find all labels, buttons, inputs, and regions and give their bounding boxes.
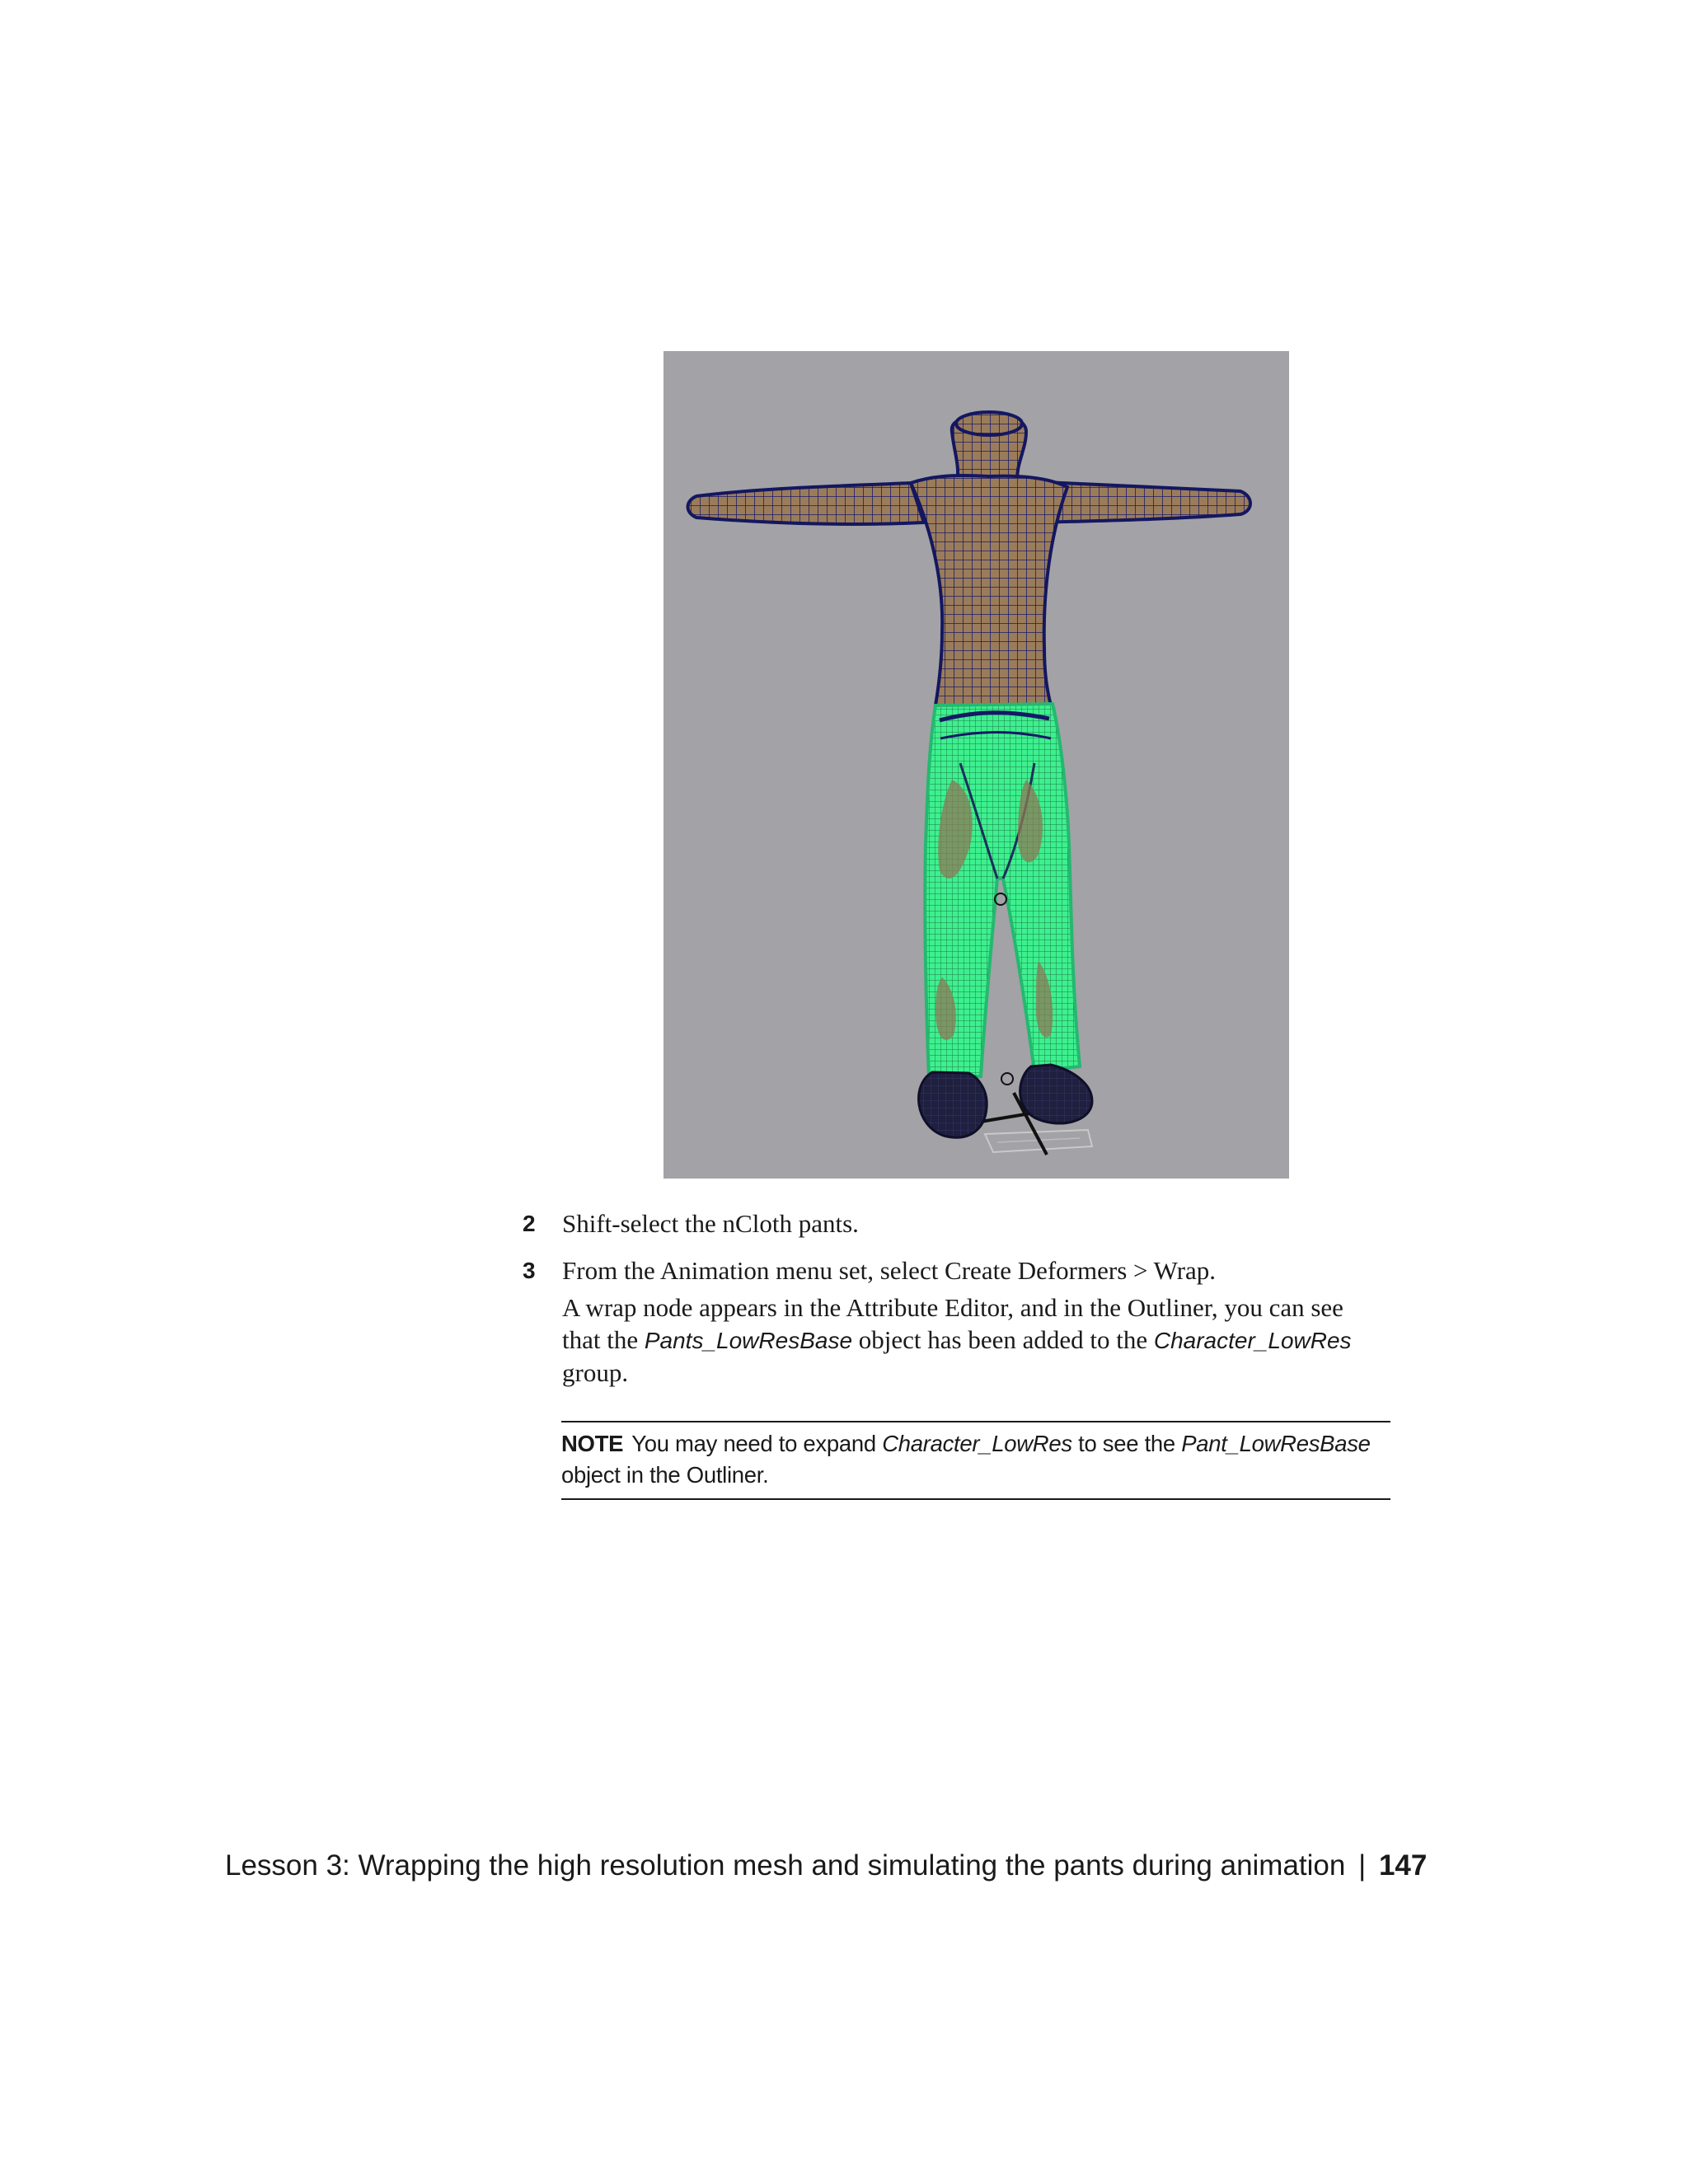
detail-text: group. [562,1358,629,1387]
page-footer [225,1848,1428,1884]
note-label: NOTE [561,1431,624,1456]
step-3 [519,1254,1393,1389]
detail-text: A wrap node appears in the Attribute Editor, and in the Outliner, you can see that the [562,1293,1343,1354]
footer-separator: | [1358,1849,1367,1882]
step-list [519,1207,1393,1404]
step-2 [519,1207,1393,1240]
character-mesh-screenshot [663,351,1289,1179]
pants-mesh [925,704,1080,1085]
group-name: Character_LowRes [1153,1328,1352,1353]
lesson-title: Lesson 3: Wrapping the high resolution mesh and simulating the pants during animation [225,1849,1346,1882]
step-text: From the Animation menu set, select Create Deformers > Wrap. [562,1256,1217,1285]
object-name: Pant_LowResBase [1181,1431,1371,1456]
step-number: 2 [523,1211,536,1236]
torso-mesh [911,476,1067,705]
step-text: Shift-select the nCloth pants. [562,1209,859,1238]
neck-top-mesh [956,412,1022,435]
step-number: 3 [523,1258,536,1283]
note-text: to see the [1071,1431,1182,1456]
note-box [561,1421,1390,1500]
note-text: object in the Outliner. [561,1462,769,1488]
shoes-mesh [919,1065,1092,1137]
group-name: Character_LowRes [882,1431,1072,1456]
object-name: Pants_LowResBase [644,1328,853,1353]
page-number: 147 [1378,1849,1428,1882]
note-text: You may need to expand [631,1431,883,1456]
character-mesh-illustration [663,351,1289,1179]
step-detail-paragraph [562,1291,1386,1389]
detail-text: object has been added to the [852,1325,1154,1354]
